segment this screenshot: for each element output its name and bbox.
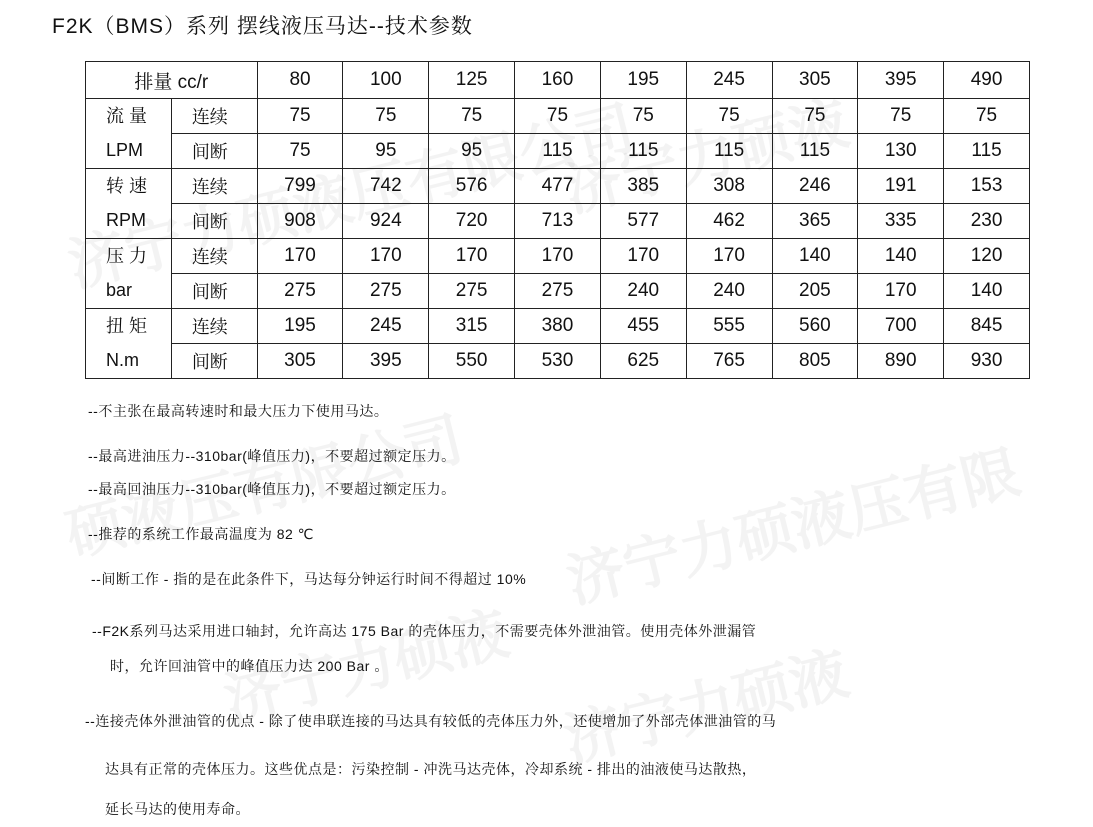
value-cell: 924	[343, 204, 429, 239]
group-unit: RPM	[106, 210, 146, 230]
watermark	[554, 626, 856, 778]
row-label: 间断	[171, 344, 257, 379]
value-cell: 170	[515, 239, 601, 274]
table-row	[86, 309, 1030, 344]
value-cell: 195	[257, 309, 343, 344]
value-cell: 170	[429, 239, 515, 274]
value-cell: 700	[858, 309, 944, 344]
value-cell: 275	[343, 274, 429, 309]
value-cell: 75	[944, 99, 1030, 134]
value-cell: 890	[858, 344, 944, 379]
row-label: 间断	[171, 204, 257, 239]
value-cell: 230	[944, 204, 1030, 239]
row-label: 连续	[171, 169, 257, 204]
value-cell: 625	[600, 344, 686, 379]
displacement-cell: 395	[858, 62, 944, 99]
group-unit: N.m	[106, 350, 139, 370]
value-cell: 577	[600, 204, 686, 239]
value-cell: 742	[343, 169, 429, 204]
value-cell: 555	[686, 309, 772, 344]
value-cell: 153	[944, 169, 1030, 204]
value-cell: 930	[944, 344, 1030, 379]
value-cell: 75	[257, 99, 343, 134]
value-cell: 140	[944, 274, 1030, 309]
value-cell: 455	[600, 309, 686, 344]
value-cell: 75	[686, 99, 772, 134]
value-cell: 75	[600, 99, 686, 134]
value-cell: 720	[429, 204, 515, 239]
displacement-cell: 305	[772, 62, 858, 99]
value-cell: 115	[686, 134, 772, 169]
group-cell	[86, 169, 172, 239]
note-line: --连接壳体外泄油管的优点 - 除了使串联连接的马达具有较低的壳体压力外，还使增加了外部壳体泄油管的马	[85, 713, 777, 729]
displacement-cell: 125	[429, 62, 515, 99]
value-cell: 275	[257, 274, 343, 309]
table-row	[86, 99, 1030, 134]
group-name: 流 量	[106, 106, 148, 126]
value-cell: 380	[515, 309, 601, 344]
value-cell: 246	[772, 169, 858, 204]
note-line: --F2K系列马达采用进口轴封，允许高达 175 Bar 的壳体压力，不需要壳体外泄油管。使用壳体外泄漏管	[92, 623, 757, 639]
spec-table	[85, 61, 1030, 379]
table-row	[86, 204, 1030, 239]
value-cell: 477	[515, 169, 601, 204]
value-cell: 140	[858, 239, 944, 274]
note-line: 延长马达的使用寿命。	[105, 801, 250, 817]
value-cell: 170	[343, 239, 429, 274]
value-cell: 462	[686, 204, 772, 239]
value-cell: 115	[600, 134, 686, 169]
value-cell: 908	[257, 204, 343, 239]
value-cell: 240	[686, 274, 772, 309]
value-cell: 120	[944, 239, 1030, 274]
value-cell: 170	[858, 274, 944, 309]
value-cell: 845	[944, 309, 1030, 344]
value-cell: 560	[772, 309, 858, 344]
value-cell: 576	[429, 169, 515, 204]
value-cell: 95	[429, 134, 515, 169]
value-cell: 75	[257, 134, 343, 169]
displacement-cell: 100	[343, 62, 429, 99]
row-label: 连续	[171, 239, 257, 274]
value-cell: 385	[600, 169, 686, 204]
value-cell: 115	[772, 134, 858, 169]
group-cell	[86, 99, 172, 169]
table-row	[86, 239, 1030, 274]
group-name: 压 力	[106, 246, 148, 266]
row-label: 间断	[171, 134, 257, 169]
watermark	[557, 425, 1028, 619]
value-cell: 191	[858, 169, 944, 204]
row-label: 连续	[171, 99, 257, 134]
note-line: 达具有正常的壳体压力。这些优点是：污染控制 - 冲洗马达壳体，冷却系统 - 排出的油液使马达散热，	[105, 761, 757, 777]
value-cell: 170	[600, 239, 686, 274]
displacement-cell: 160	[515, 62, 601, 99]
value-cell: 305	[257, 344, 343, 379]
value-cell: 395	[343, 344, 429, 379]
value-cell: 365	[772, 204, 858, 239]
value-cell: 765	[686, 344, 772, 379]
row-label: 连续	[171, 309, 257, 344]
value-cell: 530	[515, 344, 601, 379]
displacement-cell: 245	[686, 62, 772, 99]
value-cell: 75	[858, 99, 944, 134]
group-name: 转 速	[106, 176, 148, 196]
note-line: 时，允许回油管中的峰值压力达 200 Bar 。	[110, 658, 389, 674]
group-unit: bar	[106, 280, 133, 300]
note-line: --不主张在最高转速时和最大压力下使用马达。	[88, 403, 389, 419]
table-row	[86, 169, 1030, 204]
note-line: --最高回油压力--310bar(峰值压力)，不要超过额定压力。	[88, 481, 456, 497]
displacement-cell: 80	[257, 62, 343, 99]
value-cell: 240	[600, 274, 686, 309]
group-unit: LPM	[106, 140, 144, 160]
value-cell: 205	[772, 274, 858, 309]
value-cell: 170	[686, 239, 772, 274]
table-header-row	[86, 62, 1030, 99]
value-cell: 805	[772, 344, 858, 379]
value-cell: 799	[257, 169, 343, 204]
value-cell: 170	[257, 239, 343, 274]
row-label: 间断	[171, 274, 257, 309]
value-cell: 275	[429, 274, 515, 309]
value-cell: 75	[429, 99, 515, 134]
page-title: F2K（BMS）系列 摆线液压马达--技术参数	[52, 15, 473, 38]
value-cell: 713	[515, 204, 601, 239]
value-cell: 275	[515, 274, 601, 309]
value-cell: 75	[772, 99, 858, 134]
displacement-cell: 490	[944, 62, 1030, 99]
value-cell: 308	[686, 169, 772, 204]
note-line: --最高进油压力--310bar(峰值压力)，不要超过额定压力。	[88, 448, 456, 464]
displacement-header: 排量 cc/r	[86, 62, 258, 99]
value-cell: 75	[515, 99, 601, 134]
value-cell: 115	[944, 134, 1030, 169]
note-line: --推荐的系统工作最高温度为 82 ℃	[88, 526, 314, 542]
note-line: --间断工作 - 指的是在此条件下，马达每分钟运行时间不得超过 10%	[91, 571, 527, 587]
value-cell: 140	[772, 239, 858, 274]
value-cell: 130	[858, 134, 944, 169]
value-cell: 95	[343, 134, 429, 169]
value-cell: 245	[343, 309, 429, 344]
value-cell: 335	[858, 204, 944, 239]
value-cell: 75	[343, 99, 429, 134]
displacement-cell: 195	[600, 62, 686, 99]
group-name: 扭 矩	[106, 316, 148, 336]
group-cell	[86, 239, 172, 309]
table-row	[86, 134, 1030, 169]
value-cell: 115	[515, 134, 601, 169]
value-cell: 550	[429, 344, 515, 379]
table-row	[86, 274, 1030, 309]
table-row	[86, 344, 1030, 379]
group-cell	[86, 309, 172, 379]
value-cell: 315	[429, 309, 515, 344]
